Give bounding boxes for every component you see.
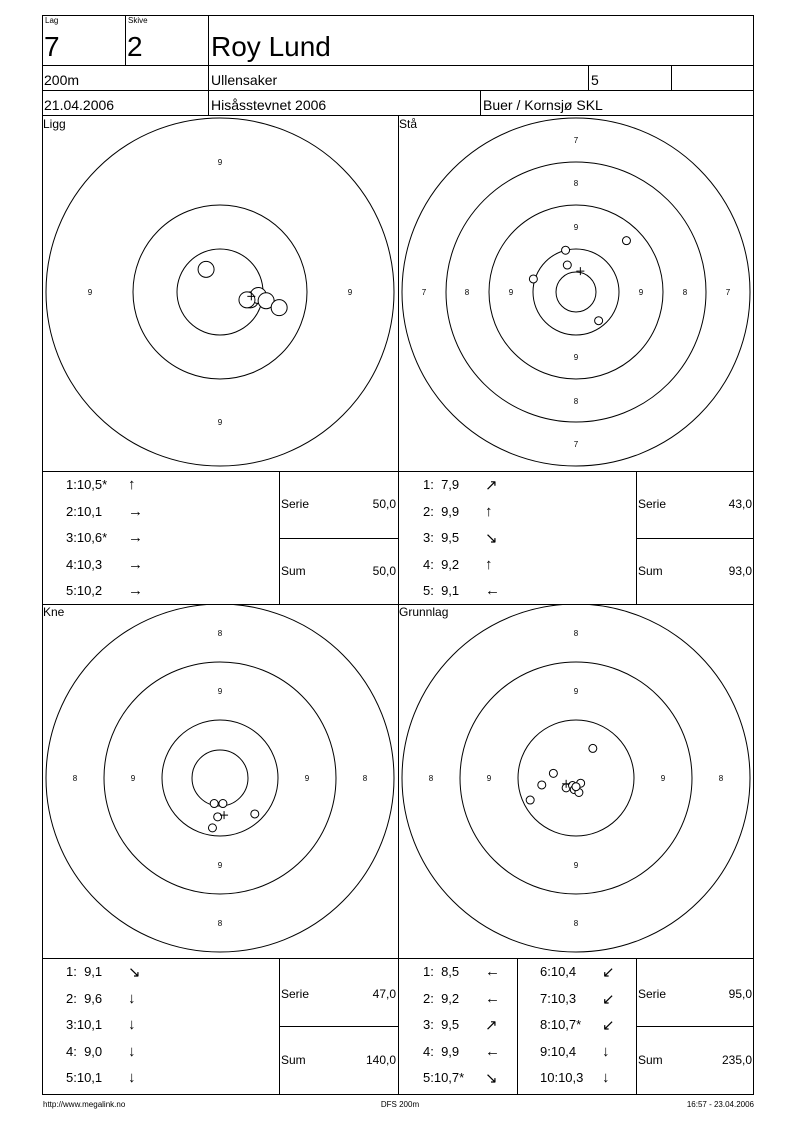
sum-label: Sum (638, 564, 663, 578)
shot-value: 1: 7,9 (423, 477, 460, 492)
ring-number: 8 (573, 629, 579, 638)
shot-direction-arrow-icon: ← (485, 1042, 500, 1060)
shot-impact (526, 796, 534, 804)
shot-row (540, 1070, 660, 1085)
venue: Buer / Kornsjø SKL (483, 97, 603, 113)
target-ring (402, 118, 750, 466)
shot-direction-arrow-icon: → (128, 582, 143, 599)
target-ring (46, 605, 394, 952)
shot-impact (549, 769, 557, 777)
shot-value: 3:10,1 (66, 1017, 103, 1032)
ring-number: 8 (718, 774, 724, 783)
shot-row (423, 1044, 543, 1059)
shot-row (423, 964, 543, 979)
panel-title-grunnlag: Grunnlag (399, 605, 449, 619)
shot-row (423, 1070, 543, 1085)
ring-number: 8 (72, 774, 78, 783)
shot-impact (595, 317, 603, 325)
shot-row (66, 991, 186, 1006)
shot-value: 2: 9,9 (423, 503, 460, 519)
shot-direction-arrow-icon: ↓ (602, 1042, 610, 1060)
shot-impact (562, 246, 570, 254)
shot-row (66, 583, 186, 598)
shot-row (66, 1017, 186, 1032)
ring-number: 7 (725, 288, 731, 297)
ring-number: 9 (573, 861, 579, 870)
ring-number: 9 (573, 687, 579, 696)
shot-direction-arrow-icon: ↗ (485, 1017, 498, 1034)
shot-row (540, 1017, 660, 1032)
shot-row (66, 477, 186, 492)
shot-direction-arrow-icon: ↓ (128, 989, 136, 1007)
ring-number: 9 (87, 288, 93, 297)
shot-value: 3: 9,5 (423, 530, 460, 545)
shot-direction-arrow-icon: → (128, 502, 143, 520)
ring-number: 8 (217, 919, 223, 928)
shot-row (66, 1070, 186, 1085)
shot-value: 5:10,2 (66, 583, 103, 598)
shot-direction-arrow-icon: ↑ (485, 502, 493, 520)
shot-impact (271, 300, 287, 316)
target-ring (518, 720, 634, 836)
shot-row (66, 557, 186, 572)
club: Ullensaker (211, 72, 278, 88)
shot-value: 4: 9,2 (423, 556, 460, 572)
shot-direction-arrow-icon: ↙ (602, 964, 615, 981)
skive-value: 2 (127, 31, 143, 62)
ring-number: 7 (573, 440, 579, 449)
sum-value: 93,0 (728, 564, 752, 578)
target-kne (42, 605, 398, 958)
shot-impact (210, 800, 218, 808)
serie-label: Serie (281, 987, 310, 1001)
shot-impact (198, 261, 214, 277)
panel-title-ligg: Ligg (43, 117, 66, 131)
target-ring (133, 205, 307, 379)
shot-impact (572, 783, 580, 791)
shot-direction-arrow-icon: ↘ (485, 530, 498, 547)
shot-row (423, 504, 543, 519)
class-value: 5 (591, 72, 599, 88)
target-ring (556, 272, 596, 312)
ring-number: 9 (573, 223, 579, 232)
shot-direction-arrow-icon: ↓ (128, 1016, 136, 1033)
shot-direction-arrow-icon: ↑ (485, 555, 493, 573)
shot-impact (239, 292, 255, 308)
ring-number: 9 (347, 288, 353, 297)
footer-timestamp: 16:57 - 23.04.2006 (686, 1100, 754, 1109)
shot-row (423, 991, 543, 1006)
sum-value: 50,0 (372, 564, 396, 578)
shot-direction-arrow-icon: ↘ (485, 1070, 498, 1087)
serie-label: Serie (638, 987, 667, 1001)
shot-value: 8:10,7* (540, 1017, 582, 1032)
shot-value: 7:10,3 (540, 990, 577, 1006)
shot-row (66, 504, 186, 519)
footer-program: DFS 200m (380, 1100, 420, 1109)
ring-number: 7 (573, 136, 579, 145)
shot-row (66, 530, 186, 545)
ring-number: 9 (217, 861, 223, 870)
shot-value: 4: 9,9 (423, 1043, 460, 1059)
ring-number: 7 (421, 288, 427, 297)
sum-value: 140,0 (365, 1053, 396, 1067)
group-center-mark (576, 267, 584, 275)
shot-row (423, 557, 543, 572)
serie-value: 47,0 (372, 987, 396, 1001)
shot-direction-arrow-icon: ↗ (485, 477, 498, 494)
shot-direction-arrow-icon: ↓ (128, 1069, 136, 1086)
distance: 200m (44, 72, 80, 88)
shot-impact (214, 813, 222, 821)
shot-row (423, 477, 543, 492)
ring-number: 9 (638, 288, 644, 297)
shot-direction-arrow-icon: ↙ (602, 990, 615, 1008)
shot-impact (251, 810, 259, 818)
serie-value: 43,0 (728, 497, 752, 511)
serie-label: Serie (638, 497, 667, 511)
shot-row (66, 1044, 186, 1059)
shot-value: 9:10,4 (540, 1043, 577, 1059)
shot-value: 1: 8,5 (423, 964, 460, 979)
shot-row (423, 530, 543, 545)
ring-number: 8 (464, 288, 470, 297)
shot-impact (208, 824, 216, 832)
footer-url: http://www.megalink.no (43, 1100, 126, 1109)
shot-value: 5:10,7* (423, 1070, 465, 1085)
target-grunnlag (398, 605, 754, 958)
shot-direction-arrow-icon: ↓ (602, 1069, 610, 1086)
shot-row (423, 1017, 543, 1032)
lag-label: Lag (45, 16, 59, 25)
shot-direction-arrow-icon: ↑ (128, 476, 136, 493)
ring-number: 8 (573, 397, 579, 406)
target-ring (446, 162, 706, 422)
target-ring (46, 118, 394, 466)
ring-number: 8 (362, 774, 368, 783)
serie-value: 95,0 (728, 987, 752, 1001)
skive-label: Skive (128, 16, 148, 25)
shot-value: 4: 9,0 (66, 1043, 103, 1059)
shot-direction-arrow-icon: ↘ (128, 964, 141, 981)
shot-row (540, 964, 660, 979)
shot-direction-arrow-icon: → (128, 555, 143, 573)
target-ligg (42, 116, 398, 471)
sum-label: Sum (638, 1053, 663, 1067)
target-ring (460, 662, 692, 894)
shot-value: 6:10,4 (540, 964, 577, 979)
serie-value: 50,0 (372, 497, 396, 511)
shot-value: 2:10,1 (66, 503, 103, 519)
shot-impact (538, 781, 546, 789)
ring-number: 8 (682, 288, 688, 297)
target-staa (398, 116, 754, 471)
event-name: Hisåsstevnet 2006 (211, 97, 327, 113)
ring-number: 9 (660, 774, 666, 783)
serie-label: Serie (281, 497, 310, 511)
ring-number: 9 (304, 774, 310, 783)
lag-value: 7 (44, 31, 60, 62)
target-ring (104, 662, 336, 894)
shot-row (423, 583, 543, 598)
shot-impact (563, 261, 571, 269)
shot-impact (589, 744, 597, 752)
shot-value: 1: 9,1 (66, 964, 103, 979)
ring-number: 9 (217, 158, 223, 167)
shot-impact (622, 237, 630, 245)
shot-direction-arrow-icon: ↙ (602, 1017, 615, 1034)
ring-number: 9 (130, 774, 136, 783)
ring-number: 9 (486, 774, 492, 783)
shot-value: 5: 9,1 (423, 583, 460, 598)
shot-impact (219, 800, 227, 808)
panel-title-kne: Kne (43, 605, 65, 619)
shot-value: 3:10,6* (66, 530, 108, 545)
ring-number: 9 (573, 353, 579, 362)
shot-direction-arrow-icon: ↓ (128, 1042, 136, 1060)
shot-value: 2: 9,2 (423, 990, 460, 1006)
ring-number: 9 (217, 418, 223, 427)
ring-number: 8 (428, 774, 434, 783)
target-ring (402, 605, 750, 952)
sum-value: 235,0 (721, 1053, 752, 1067)
target-ring (533, 249, 619, 335)
shot-row (540, 991, 660, 1006)
shot-row (540, 1044, 660, 1059)
shot-impact (529, 275, 537, 283)
shot-direction-arrow-icon: ← (485, 963, 500, 980)
ring-number: 8 (573, 919, 579, 928)
shooter-name: Roy Lund (211, 31, 331, 62)
shot-value: 1:10,5* (66, 477, 108, 492)
sum-label: Sum (281, 1053, 306, 1067)
shot-value: 10:10,3 (540, 1070, 584, 1085)
ring-number: 8 (217, 629, 223, 638)
shot-row (66, 964, 186, 979)
shot-value: 3: 9,5 (423, 1017, 460, 1032)
shot-direction-arrow-icon: ← (485, 989, 500, 1007)
ring-number: 9 (217, 687, 223, 696)
shot-direction-arrow-icon: ← (485, 582, 500, 599)
sum-label: Sum (281, 564, 306, 578)
shot-value: 2: 9,6 (66, 990, 103, 1006)
shot-direction-arrow-icon: → (128, 529, 143, 546)
shot-value: 4:10,3 (66, 556, 103, 572)
date: 21.04.2006 (44, 97, 115, 113)
target-ring (192, 750, 248, 806)
shot-value: 5:10,1 (66, 1070, 103, 1085)
panel-title-staa: Stå (399, 117, 418, 131)
ring-number: 9 (508, 288, 514, 297)
ring-number: 8 (573, 179, 579, 188)
